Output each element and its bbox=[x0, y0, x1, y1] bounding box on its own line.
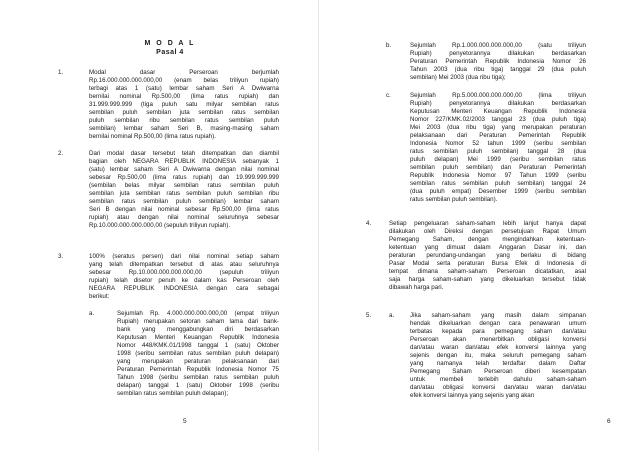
text-line: NEGARA REPUBLIK INDONESIA dengan cara sebagai bbox=[89, 285, 279, 292]
text-line: hendak dikeluarkan dengan cara penawaran umum bbox=[410, 320, 586, 327]
subitem-letter: a. bbox=[89, 310, 95, 317]
text-line: Rp.16.000.000.000.000,00 (enam belas triliyun rupiah) bbox=[89, 77, 279, 84]
page-number: 5 bbox=[183, 418, 187, 425]
paragraph-item-2 bbox=[89, 150, 279, 230]
text-line: sembilan) Mei 2003 (dua ribu tiga); bbox=[410, 74, 506, 81]
text-line: bernilai nominal Rp.500,00 (lima ratus rupiah). bbox=[89, 133, 216, 140]
text-line: puluh delapan) Mei 1999 (seribu sembilan ratus bbox=[410, 156, 586, 163]
subitem-letter: a. bbox=[389, 312, 395, 319]
text-line: Keputusan Menteri Keuangan Republik Indonesia bbox=[117, 334, 279, 341]
text-line: bagian oleh NEGARA REPUBLIK INDONESIA sebanyak 1 bbox=[89, 158, 279, 165]
text-line: yang namanya telah terdaftar dalam Daftar bbox=[410, 360, 586, 367]
article-subtitle: Pasal 4 bbox=[156, 49, 184, 56]
text-line: sembilan juta sembilan ratus sembilan puluh sembilan ribu bbox=[89, 190, 279, 197]
page-right bbox=[319, 0, 638, 451]
text-line: sebesar Rp.500,00 (lima ratus rupiah) dan 19.999.999.999 bbox=[89, 174, 279, 181]
text-line: Tahun 2003 (dua ribu tiga) tanggal 29 (dua puluh bbox=[410, 66, 586, 73]
page-number: 6 bbox=[607, 418, 611, 425]
item-number: 4. bbox=[366, 220, 372, 227]
text-line: terbagi atas 1 (satu) lembar saham Seri A Dwiwarna bbox=[89, 85, 279, 92]
text-line: rupiah) telah disetor penuh ke dalam kas Perseroan oleh bbox=[89, 277, 279, 284]
text-line: Rupiah) merupakan setoran saham lama dari bank- bbox=[117, 318, 279, 325]
text-line: bank yang menggabungkan diri berdasarkan bbox=[117, 326, 279, 333]
text-line: Setiap pengeluaran saham-saham lebih lanjut hanya dapat bbox=[389, 220, 586, 227]
text-line: Modal dasar Perseroan berjumlah bbox=[89, 69, 279, 76]
paragraph-subitem-a bbox=[117, 310, 279, 398]
text-line: 1998 (seribu sembilan ratus sembilan puluh delapan) bbox=[117, 350, 279, 357]
text-line: dan/atau obligasi konversi dan/atau waran dan/atau bbox=[410, 384, 586, 391]
text-line: Peraturan Pemerintah Republik Indonesia Nomor 26 bbox=[410, 58, 586, 65]
text-line: (dua puluh empat) Desember 1999 (seribu sembilan bbox=[410, 188, 586, 195]
text-line: Sejumlah Rp.5.000.000.000.000,00 (lima triliyun bbox=[410, 92, 586, 99]
paragraph-item-1 bbox=[89, 69, 279, 141]
text-line: 31.999.999.999 (tiga puluh satu milyar sembilan ratus bbox=[89, 101, 279, 108]
text-line: (sembilan belas milyar sembilan ratus sembilan puluh bbox=[89, 182, 279, 189]
text-line: Tahun 1998 (seribu sembilan ratus sembilan puluh bbox=[117, 374, 279, 381]
text-line: efek konversi lainnya yang sejenis yang akan bbox=[410, 392, 535, 399]
subitem-letter: b. bbox=[386, 42, 392, 49]
text-line: pelaksanaan dari Peraturan Pemerintah Republik bbox=[410, 132, 586, 139]
text-line: Nomor 448/KMK.01/1998 tanggal 1 (satu) Oktober bbox=[117, 342, 279, 349]
paragraph-item-4 bbox=[389, 220, 586, 292]
text-line: Sejumlah Rp. 4.000.000.000.000,00 (empat triliyun bbox=[117, 310, 279, 317]
text-line: Peraturan Pemerintah Republik Indonesia Nomor 75 bbox=[117, 366, 279, 373]
paragraph-item-5a bbox=[410, 312, 586, 400]
text-line: dibawah harga pari. bbox=[389, 284, 444, 291]
text-line: ratus sembilan puluh sembilan) tanggal 28 (dua bbox=[410, 148, 586, 155]
text-line: sembilan ratus sembilan puluh sembilan) tanggal 24 bbox=[410, 180, 586, 187]
text-line: Mei 2003 (dua ribu tiga) yang merupakan peraturan bbox=[410, 124, 586, 131]
text-line: yang merupakan peraturan pelaksanaan dari bbox=[117, 358, 279, 365]
text-line: puluh sembilan ribu sembilan ratus sembilan puluh bbox=[89, 117, 279, 124]
text-line: Keputusan Menteri Keuangan Republik Indonesia bbox=[410, 108, 586, 115]
item-number: 3. bbox=[58, 253, 64, 260]
text-line: peraturan perundang-undangan yang berlaku di bidang bbox=[389, 252, 586, 259]
text-line: Dari modal dasar tersebut telah ditempatkan dan diambil bbox=[89, 150, 279, 157]
text-line: sembilan puluh sembilan) dan Peraturan Pemerintah bbox=[410, 164, 586, 171]
text-line: Rp.10.000.000.000.000,00 (sepuluh triliyun rupiah). bbox=[89, 222, 231, 229]
text-line: Pasar Modal serta peraturan Bursa Efek di Indonesia di bbox=[389, 260, 586, 267]
text-line: ratus sembilan puluh sembilan). bbox=[410, 196, 498, 203]
paragraph-subitem-b bbox=[410, 42, 586, 82]
text-line: sebesar Rp.10.000.000.000.000,00 (sepuluh triliyun bbox=[89, 269, 279, 276]
text-line: sembilan ratus sembilan puluh delapan); bbox=[117, 390, 229, 397]
text-line: rupiah) atau dengan nilai nominal seluruhnya sebesar bbox=[89, 214, 279, 221]
text-line: bernilai nominal Rp.500,00 (lima ratus rupiah) dan bbox=[89, 93, 279, 100]
text-line: sembilan puluh sembilan juta sembilan ratus sembilan bbox=[89, 109, 279, 116]
text-line: sejenis dengan itu, maka seluruh pemegang saham bbox=[410, 352, 586, 359]
text-line: 100% (seratus persen) dari nilai nominal setiap saham bbox=[89, 253, 279, 260]
text-line: yang telah ditempatkan tersebut di atas atau seluruhnya bbox=[89, 261, 279, 268]
text-line: saja harga saham-saham yang dikeluarkan tersebut tidak bbox=[389, 276, 586, 283]
item-number: 5. bbox=[366, 312, 372, 319]
text-line: Pemegang Saham, dengan mengindahkan ketentuan- bbox=[389, 236, 586, 243]
text-line: dan/atau waran dan/atau efek konversi lainnya yang bbox=[410, 344, 586, 351]
text-line: sembilan ratus sembilan puluh sembilan) lembar saham bbox=[89, 198, 279, 205]
text-line: berikut: bbox=[89, 293, 110, 300]
paragraph-item-3 bbox=[89, 253, 279, 301]
text-line: (satu) lembar saham Seri A Dwiwarna dengan nilai nominal bbox=[89, 166, 279, 173]
text-line: Rupiah) penyetorannya dilakukan berdasarkan bbox=[410, 50, 586, 57]
text-line: Perseroan akan menerbitkan obligasi konversi bbox=[410, 336, 586, 343]
text-line: dilakukan oleh Direksi dengan persetujuan Rapat Umum bbox=[389, 228, 586, 235]
text-line: Nomor 227/KMK.02/2003 tanggal 23 (dua puluh tiga) bbox=[410, 116, 586, 123]
text-line: Jika saham-saham yang masih dalam simpanan bbox=[410, 312, 586, 319]
article-title: M O D A L bbox=[144, 40, 196, 47]
text-line: Republik Indonesia Nomor 97 Tahun 1999 (seribu bbox=[410, 172, 586, 179]
item-number: 1. bbox=[58, 69, 64, 76]
text-line: Indonesia Nomor 52 tahun 1999 (seribu sembilan bbox=[410, 140, 586, 147]
text-line: sembilan) lembar saham Seri B, masing-masing saham bbox=[89, 125, 279, 132]
text-line: Rupiah) penyetorannya dilakukan berdasarkan bbox=[410, 100, 586, 107]
text-line: delapan) tanggal 1 (satu) Oktober 1998 (seribu bbox=[117, 382, 279, 389]
text-line: Seri B dengan nilai nominal sebesar Rp.500,00 (lima ratus bbox=[89, 206, 279, 213]
item-number: 2. bbox=[58, 150, 64, 157]
text-line: Sejumlah Rp.1.000.000.000.000,00 (satu triliyun bbox=[410, 42, 586, 49]
text-line: tempat dimana saham-saham Perseroan dicatatkan, asal bbox=[389, 268, 586, 275]
text-line: terbatas kepada para pemegang saham dan/atau bbox=[410, 328, 586, 335]
text-line: Pemegang Saham Perseroan diberi kesempatan bbox=[410, 368, 586, 375]
text-line: untuk membeli terlebih dahulu saham-saham bbox=[410, 376, 586, 383]
subitem-letter: c. bbox=[386, 92, 391, 99]
paragraph-subitem-c bbox=[410, 92, 586, 204]
text-line: ketentuan yang dimuat dalam Anggaran Dasar ini, dan bbox=[389, 244, 586, 251]
